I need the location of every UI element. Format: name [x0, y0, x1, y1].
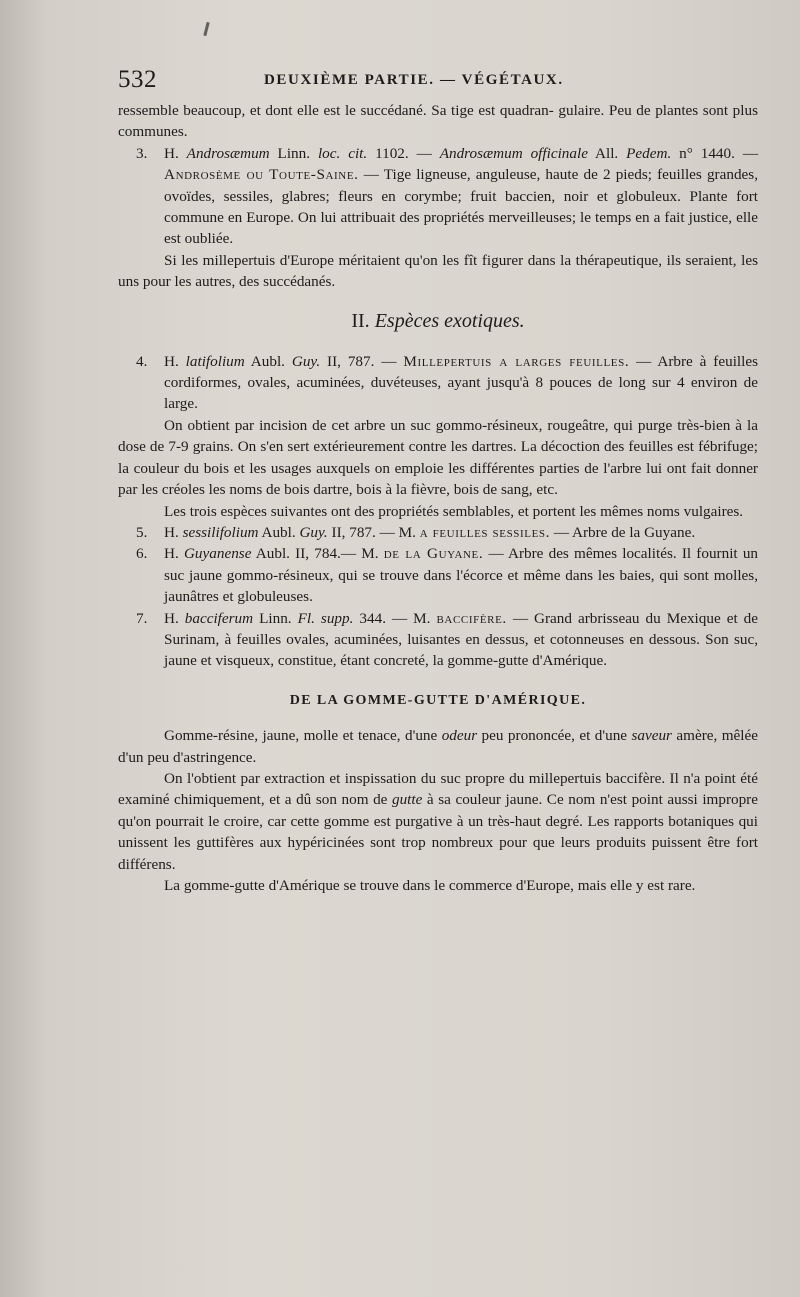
- entry-reference: Guy.: [291, 352, 321, 370]
- entry-number-ref: n° 1440. —: [671, 144, 759, 162]
- entry-description: — Arbre à feuilles cordiformes, ovales, acuminées, duvéteuses, ayant jusqu'à 8 pouces de long sur 4 environ de large.: [164, 352, 759, 413]
- section-heading: Espèces exotiques.: [374, 309, 525, 332]
- page-header: [118, 66, 738, 96]
- species-name: Androsæmum: [186, 144, 270, 162]
- entry-page: 1102. —: [367, 144, 440, 162]
- entry-author: Linn.: [253, 609, 298, 627]
- text-run: On l'obtient par extraction et inspissation du suc propre du millepertuis baccifère. Il n'a point été examiné chimiquement, et a dû son nom de: [118, 769, 758, 809]
- paragraph-incision: On obtient par incision de cet arbre un suc gommo-résineux, rougeâtre, qui purge très-bien à la dose de 7-9 grains. On s'en sert extérieurement contre les dartres. La décoction des feuilles est fébrifuge; la couleur du bois et les usages auxquels on emploie les différentes parties de l'arbre lui ont fait donner par les créoles les noms de bois dartre, bois à la fièvre, bois de sang, etc.: [118, 416, 758, 499]
- entry-genus: H.: [164, 352, 186, 370]
- entry-reference-2: Pedem.: [626, 144, 672, 162]
- text-run: Gomme-résine, jaune, molle et tenace, d'une: [164, 727, 442, 745]
- paragraph-trois-especes: Les trois espèces suivantes ont des propriétés semblables, et portent les mêmes noms vulgaires.: [164, 502, 744, 520]
- section-title: [118, 309, 758, 333]
- species-entry-3: [118, 143, 758, 250]
- paragraph-gomme-2: [118, 768, 758, 875]
- entry-author-2: All.: [587, 144, 627, 162]
- paragraph-millepertuis: Si les millepertuis d'Europe méritaient qu'on les fît figurer dans la thérapeutique, ils seraient, les uns pour les autres, des succédanés.: [118, 251, 758, 291]
- species-name: sessilifolium: [182, 523, 259, 541]
- paragraph-gomme-1: [118, 725, 758, 768]
- italic-term: gutte: [391, 791, 423, 809]
- entry-number: 6.: [136, 545, 148, 563]
- common-name: baccifère.: [436, 609, 507, 627]
- entry-number: 3.: [136, 144, 148, 162]
- entry-page: II, 787. —: [320, 352, 404, 370]
- species-entry-5: [118, 522, 758, 543]
- page-number: 532: [118, 66, 157, 93]
- text-run: peu prononcée, et d'une: [477, 727, 632, 745]
- entry-genus: H.: [164, 545, 184, 563]
- entry-author: Aubl.: [244, 352, 292, 370]
- intro-paragraph: [118, 100, 758, 143]
- entry-number: 5.: [136, 523, 148, 541]
- species-name: Guyanense: [183, 545, 252, 563]
- text-run: amère, mêlée d'un peu d'astringence.: [118, 727, 758, 766]
- species-entry-4: [118, 351, 758, 415]
- entry-number: 4.: [136, 352, 148, 370]
- entry-description: — Arbre de la Guyane.: [550, 523, 696, 541]
- italic-term: saveur: [631, 727, 672, 745]
- entry-genus: H.: [164, 144, 187, 162]
- entry-author: Aubl.: [258, 523, 300, 541]
- subsection-heading: DE LA GOMME-GUTTE D'AMÉRIQUE.: [289, 692, 587, 708]
- ink-mark: [203, 22, 209, 36]
- entry-page: 344. — M.: [353, 609, 437, 627]
- species-name: bacciferum: [184, 609, 254, 627]
- entry-genus: H.: [164, 609, 185, 627]
- entry-page: II, 787. — M.: [327, 523, 420, 541]
- entry-number: 7.: [136, 609, 148, 627]
- entry-reference: Guy.: [299, 523, 328, 541]
- entry-description: — Arbre des mêmes localités. Il fournit un suc jaune gommo-résineux, qui se trouve dans l'écorce et même dans les baies, qui sont molles, jaunâtres et globuleuses.: [164, 545, 759, 606]
- intro-line-1: ressemble beaucoup, et dont elle est le succédané. Sa tige est quadran-: [118, 102, 554, 119]
- entry-author: Aubl. II, 784.— M.: [251, 545, 384, 563]
- entry-reference: loc. cit.: [317, 144, 368, 162]
- intro-line-2: gulaire. Peu de plantes sont plus communes.: [118, 102, 758, 141]
- common-name: Millepertuis a larges feuilles.: [403, 352, 630, 370]
- entry-genus: H.: [164, 523, 183, 541]
- entry-reference: Fl. supp.: [297, 609, 354, 627]
- common-name: de la Guyane.: [383, 545, 484, 563]
- common-name: a feuilles sessiles.: [419, 523, 551, 541]
- running-title: DEUXIÈME PARTIE. — VÉGÉTAUX.: [264, 72, 564, 88]
- synonym-name: Androsæmum officinale: [439, 144, 588, 162]
- paragraph-gomme-3: La gomme-gutte d'Amérique se trouve dans le commerce d'Europe, mais elle y est rare.: [164, 877, 696, 894]
- entry-description: — Tige ligneuse, anguleuse, haute de 2 pieds; feuilles grandes, ovoïdes, sessiles, glabres; fleurs en corymbe; fruit baccien, noir et globuleux. Plante fort commune en Europe. On lui attribuait des propriétés merveilleuses; le temps en a fait justice, elle est oubliée.: [164, 166, 758, 248]
- species-name: latifolium: [185, 352, 245, 370]
- species-entry-7: [118, 608, 758, 672]
- species-entry-6: [118, 543, 758, 607]
- entry-author: Linn.: [269, 144, 318, 162]
- text-run: à sa couleur jaune. Ce nom n'est point aussi impropre qu'on pourrait le croire, car cette gomme est purgative à un très-haut degré. Les rapports botaniques qui unissent les guttifères aux hypéricinées sont trop nombreux pour que leurs produits puissent être fort différens.: [118, 791, 758, 873]
- section-number: II.: [351, 309, 370, 332]
- page-body: [118, 100, 758, 896]
- common-name: Androsème ou Toute-Saine.: [164, 166, 359, 184]
- entry-description: — Grand arbrisseau du Mexique et de Surinam, à feuilles ovales, acuminées, luisantes en dessus, et cotonneuses en dessous. Son suc, jaune et visqueux, constitue, étant concreté, la gomme-gutte d'Amérique.: [164, 609, 759, 670]
- italic-term: odeur: [441, 727, 478, 745]
